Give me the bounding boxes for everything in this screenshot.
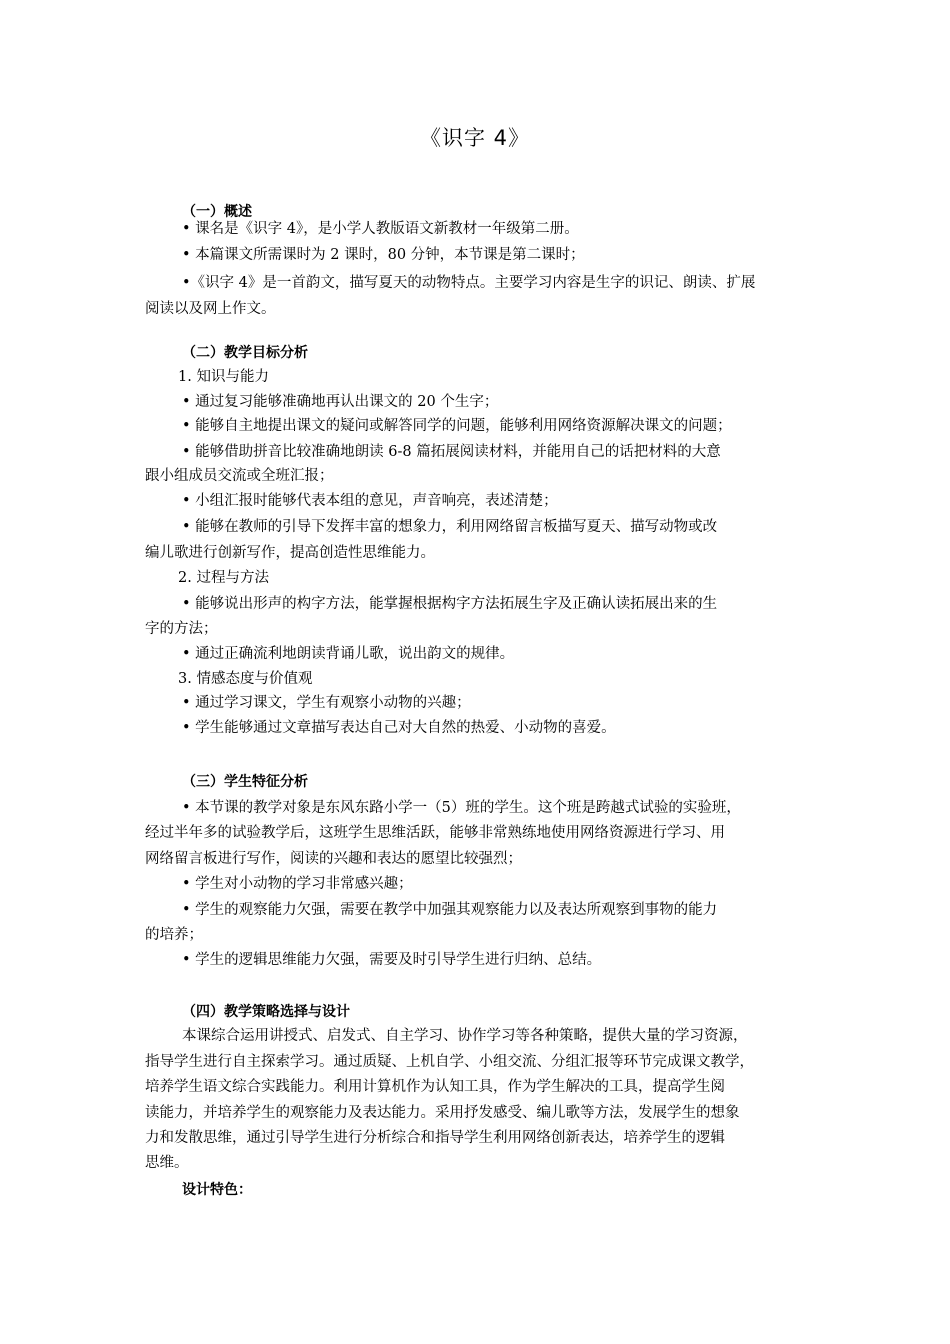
paragraph-line: • 通过正确流利地朗读背诵儿歌，说出韵文的规律。 [182, 646, 515, 662]
paragraph-line: • 学生对小动物的学习非常感兴趣； [182, 876, 413, 892]
paragraph-line: 读能力，并培养学生的观察能力及表达能力。采用抒发感受、编儿歌等方法，发展学生的想象 [145, 1105, 740, 1121]
paragraph-line: • 能够借助拼音比较准确地朗读 6-8 篇拓展阅读材料，并能用自己的话把材料的大意 [182, 444, 721, 460]
section-heading-goals: （二）教学目标分析 [182, 345, 308, 361]
paragraph-line: •《识字 4》是一首韵文，描写夏天的动物特点。主要学习内容是生字的识记、朗读、扩展 [182, 275, 756, 291]
paragraph-line: 力和发散思维，通过引导学生进行分析综合和指导学生利用网络创新表达，培养学生的逻辑 [145, 1130, 725, 1146]
paragraph-line: • 学生的逻辑思维能力欠强，需要及时引导学生进行归纳、总结。 [182, 952, 602, 968]
paragraph-line: 阅读以及网上作文。 [145, 301, 276, 317]
paragraph-line: 字的方法； [145, 621, 218, 637]
section-heading-strategy: （四）教学策略选择与设计 [182, 1004, 350, 1020]
paragraph-line: 指导学生进行自主探索学习。通过质疑、上机自学、小组交流、分组汇报等环节完成课文教学， [145, 1054, 754, 1070]
paragraph-line: • 课名是《识字 4》，是小学人教版语文新教材一年级第二册。 [182, 221, 579, 237]
paragraph-line: • 通过复习能够准确地再认出课文的 20 个生字； [182, 394, 499, 410]
section-heading-overview: （一）概述 [182, 204, 252, 220]
section-heading-students: （三）学生特征分析 [182, 774, 308, 790]
paragraph-line: 思维。 [145, 1155, 189, 1171]
paragraph-line: • 能够自主地提出课文的疑问或解答同学的问题，能够利用网络资源解决课文的问题； [182, 418, 732, 434]
paragraph-line: • 能够在教师的引导下发挥丰富的想象力，利用网络留言板描写夏天、描写动物或改 [182, 519, 718, 535]
paragraph-line: 网络留言板进行写作，阅读的兴趣和表达的愿望比较强烈； [145, 851, 522, 867]
paragraph-line: 本课综合运用讲授式、启发式、自主学习、协作学习等各种策略，提供大量的学习资源， [182, 1028, 748, 1044]
paragraph-line: 的培养； [145, 927, 203, 943]
design-features-label: 设计特色： [182, 1182, 252, 1198]
paragraph-line: 培养学生语文综合实践能力。利用计算机作为认知工具，作为学生解决的工具，提高学生阅 [145, 1079, 725, 1095]
subheading: 1. 知识与能力 [178, 369, 269, 385]
paragraph-line: • 小组汇报时能够代表本组的意见，声音响亮，表述清楚； [182, 493, 558, 509]
paragraph-line: • 学生能够通过文章描写表达自己对大自然的热爱、小动物的喜爱。 [182, 720, 616, 736]
subheading: 3. 情感态度与价值观 [178, 671, 313, 687]
paragraph-line: • 本篇课文所需课时为 2 课时，80 分钟，本节课是第二课时； [182, 247, 585, 263]
paragraph-line: • 学生的观察能力欠强，需要在教学中加强其观察能力以及表达所观察到事物的能力 [182, 902, 718, 918]
paragraph-line: • 通过学习课文，学生有观察小动物的兴趣； [182, 695, 471, 711]
paragraph-line: 经过半年多的试验教学后，这班学生思维活跃，能够非常熟练地使用网络资源进行学习、用 [145, 825, 725, 841]
paragraph-line: 编儿歌进行创新写作，提高创造性思维能力。 [145, 545, 435, 561]
paragraph-line: • 本节课的教学对象是东风东路小学一（5）班的学生。这个班是跨越式试验的实验班， [182, 800, 741, 816]
subheading: 2. 过程与方法 [178, 570, 269, 586]
paragraph-line: 跟小组成员交流或全班汇报； [145, 468, 334, 484]
page-title: 《识字 4》 [419, 126, 531, 150]
paragraph-line: • 能够说出形声的构字方法，能掌握根据构字方法拓展生字及正确认读拓展出来的生 [182, 596, 718, 612]
